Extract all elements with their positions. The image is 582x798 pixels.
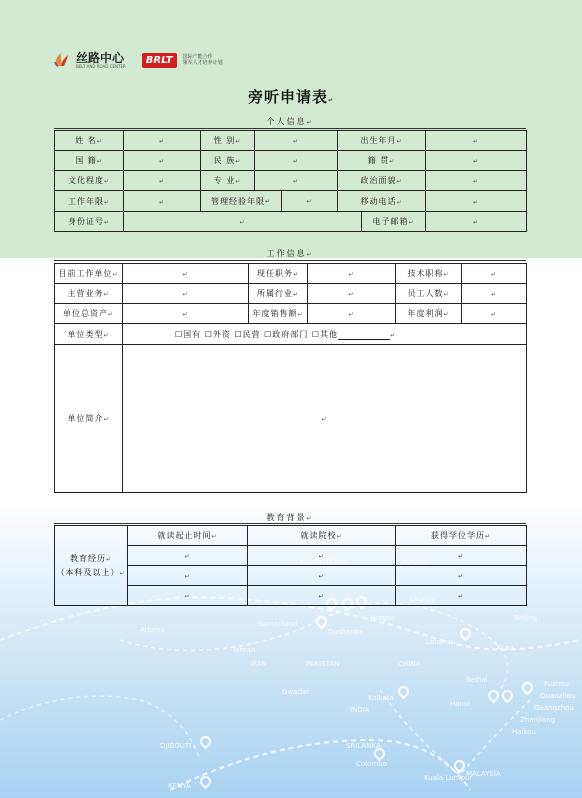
table-row <box>55 345 527 493</box>
map-place: Fuzhou <box>544 680 569 688</box>
table-row <box>55 212 527 232</box>
field-label: 年度销售额↵ <box>249 304 308 324</box>
map-place: Kolkata <box>368 694 394 702</box>
column-header: 就读院校↵ <box>248 526 396 546</box>
annual-sales-field[interactable]: ↵ <box>308 304 396 324</box>
degree-field[interactable]: ↵ <box>396 566 527 586</box>
field-label: 单位总资产↵ <box>55 304 123 324</box>
map-place: DJIBOUTI <box>160 742 192 750</box>
map-place: Lanzhou <box>426 638 456 646</box>
field-label: 民 族↵ <box>201 151 255 171</box>
map-place: Xi'an <box>496 644 514 652</box>
paragraph-mark: ↵ <box>306 251 314 258</box>
map-place: PAKISTAN <box>306 660 340 668</box>
field-label: 身份证号↵ <box>55 212 124 232</box>
education-table <box>54 525 527 606</box>
email-field[interactable]: ↵ <box>426 212 527 232</box>
gender-field[interactable]: ↵ <box>255 131 338 151</box>
map-place: Guangzhou <box>534 704 574 712</box>
field-label: 姓 名↵ <box>55 131 124 151</box>
field-label: 单位类型↵ <box>55 324 123 345</box>
main-business-field[interactable]: ↵ <box>123 284 249 304</box>
employee-count-field[interactable]: ↵ <box>462 284 527 304</box>
column-header: 就读起止时间↵ <box>128 526 248 546</box>
section-title-text: 工作信息 <box>266 249 307 258</box>
field-label: 技术职称↵ <box>396 264 462 284</box>
map-place: Haikou <box>512 728 537 736</box>
field-label: 出生年月↵ <box>338 131 426 151</box>
column-header: 获得学位学历↵ <box>396 526 527 546</box>
map-place: IRAN <box>250 660 267 668</box>
management-years-cell <box>201 191 338 212</box>
degree-field[interactable]: ↵ <box>396 586 527 606</box>
political-status-field[interactable]: ↵ <box>426 171 527 191</box>
table-row <box>55 131 527 151</box>
birth-date-field[interactable]: ↵ <box>426 131 527 151</box>
map-place: RUSSIA <box>402 558 428 566</box>
total-assets-field[interactable]: ↵ <box>123 304 249 324</box>
table-row <box>55 324 527 345</box>
company-intro-field[interactable]: ↵ <box>123 345 527 493</box>
table-row <box>55 284 527 304</box>
school-field[interactable]: ↵ <box>248 566 396 586</box>
map-place: Kuala Lumpur <box>424 774 473 782</box>
map-place: SRILANKA <box>346 742 381 750</box>
map-place: Zhanjiang <box>520 716 556 724</box>
native-place-field[interactable]: ↵ <box>426 151 527 171</box>
field-label: 性 别↵ <box>201 131 255 151</box>
table-row <box>55 526 527 546</box>
map-place: Samarkand <box>258 620 298 628</box>
map-place: Gwadar <box>282 688 310 696</box>
map-place: CHINA <box>398 660 421 668</box>
map-place: Beijing <box>514 614 538 622</box>
industry-field[interactable]: ↵ <box>308 284 396 304</box>
field-label: 现任职务↵ <box>249 264 308 284</box>
brlt-logo: BRLT <box>142 53 177 68</box>
paragraph-mark: ↵ <box>306 515 314 522</box>
technical-title-field[interactable]: ↵ <box>462 264 527 284</box>
map-place: Hanoi <box>450 700 471 708</box>
company-type-options[interactable]: ☐国有 ☐外资 ☐民营 ☐政府部门 ☐其他 ↵ <box>123 324 527 345</box>
study-period-field[interactable]: ↵ <box>128 586 248 606</box>
education-level-field[interactable]: ↵ <box>124 171 201 191</box>
study-period-field[interactable]: ↵ <box>128 546 248 566</box>
study-period-field[interactable]: ↵ <box>128 566 248 586</box>
field-label: 目前工作单位↵ <box>55 264 123 284</box>
logo1-subtitle: BELT AND ROAD CENTER <box>76 63 126 69</box>
field-label: 单位简介↵ <box>55 345 123 493</box>
annual-profit-field[interactable]: ↵ <box>462 304 527 324</box>
work-years-field[interactable]: ↵ <box>124 191 201 212</box>
section-divider <box>54 260 526 261</box>
field-label: 国 籍↵ <box>55 151 124 171</box>
field-label: 教育经历↵ （本科及以上）↵ <box>55 526 128 606</box>
map-place: Horgos <box>370 614 395 622</box>
table-row <box>55 171 527 191</box>
logo1-name: 丝路中心 <box>76 50 125 65</box>
logo2-subtitle-1: 国际产能合作 <box>182 54 213 60</box>
paragraph-mark: ↵ <box>306 119 314 126</box>
form-title-text: 旁听申请表 <box>247 88 328 106</box>
map-place: INDIA <box>350 706 370 714</box>
school-field[interactable]: ↵ <box>248 586 396 606</box>
section-divider <box>54 523 526 524</box>
map-place: Dushanbe <box>328 628 364 636</box>
map-place: Colombo <box>356 760 387 768</box>
map-place: Athens <box>140 626 165 634</box>
field-label: 政治面貌↵ <box>338 171 426 191</box>
field-label: 所属行业↵ <box>249 284 308 304</box>
field-label: 电子邮箱↵ <box>362 212 426 232</box>
major-field[interactable]: ↵ <box>255 171 338 191</box>
current-position-field[interactable]: ↵ <box>308 264 396 284</box>
field-label: 员工人数↵ <box>396 284 462 304</box>
header-logos <box>52 46 223 74</box>
field-label: 移动电话↵ <box>338 191 426 212</box>
section-title-personal <box>54 116 526 127</box>
name-field[interactable]: ↵ <box>124 131 201 151</box>
form-title <box>0 86 582 107</box>
section-title-work <box>54 248 526 259</box>
work-info-table <box>54 263 527 493</box>
degree-field[interactable]: ↵ <box>396 546 527 566</box>
map-place: Beihai <box>466 676 488 684</box>
section-title-text: 教育背景 <box>266 513 307 522</box>
map-place: KAZAKHSTAN <box>300 558 347 566</box>
field-label: 籍 贯↵ <box>338 151 426 171</box>
paragraph-mark: ↵ <box>327 97 335 104</box>
company-type-checkboxes[interactable]: ☐国有 ☐外资 ☐民营 ☐政府部门 ☐其他 <box>175 329 339 339</box>
school-field[interactable]: ↵ <box>248 546 396 566</box>
current-employer-field[interactable]: ↵ <box>123 264 249 284</box>
management-years-field[interactable]: ↵ <box>306 197 313 205</box>
field-label: 管理经验年限 ↵ <box>201 191 282 211</box>
map-place: Quanzhou <box>540 692 576 700</box>
table-row <box>55 304 527 324</box>
field-label: 文化程度↵ <box>55 171 124 191</box>
map-place: Tehran <box>232 646 256 654</box>
section-title-education <box>54 512 526 523</box>
personal-info-table <box>54 130 527 232</box>
table-row <box>55 264 527 284</box>
map-place: Urumqi <box>410 596 436 604</box>
ethnicity-field[interactable]: ↵ <box>255 151 338 171</box>
table-row <box>55 151 527 171</box>
field-label: 主营业务↵ <box>55 284 123 304</box>
map-place: MALAYSIA <box>466 770 501 778</box>
id-number-field[interactable]: ↵ <box>124 212 362 232</box>
other-type-blank[interactable] <box>338 331 390 340</box>
nationality-field[interactable]: ↵ <box>124 151 201 171</box>
table-row <box>55 191 527 212</box>
field-label: 工作年限↵ <box>55 191 124 212</box>
mobile-phone-field[interactable]: ↵ <box>426 191 527 212</box>
section-title-text: 个人信息 <box>266 117 307 126</box>
logo2-subtitle-2: 领军人才培养计划 <box>182 60 223 66</box>
map-place: KENYA <box>168 782 191 790</box>
silk-road-logo-icon <box>52 50 70 70</box>
field-label: 年度利润↵ <box>396 304 462 324</box>
field-label: 专 业↵ <box>201 171 255 191</box>
section-divider <box>54 128 526 129</box>
